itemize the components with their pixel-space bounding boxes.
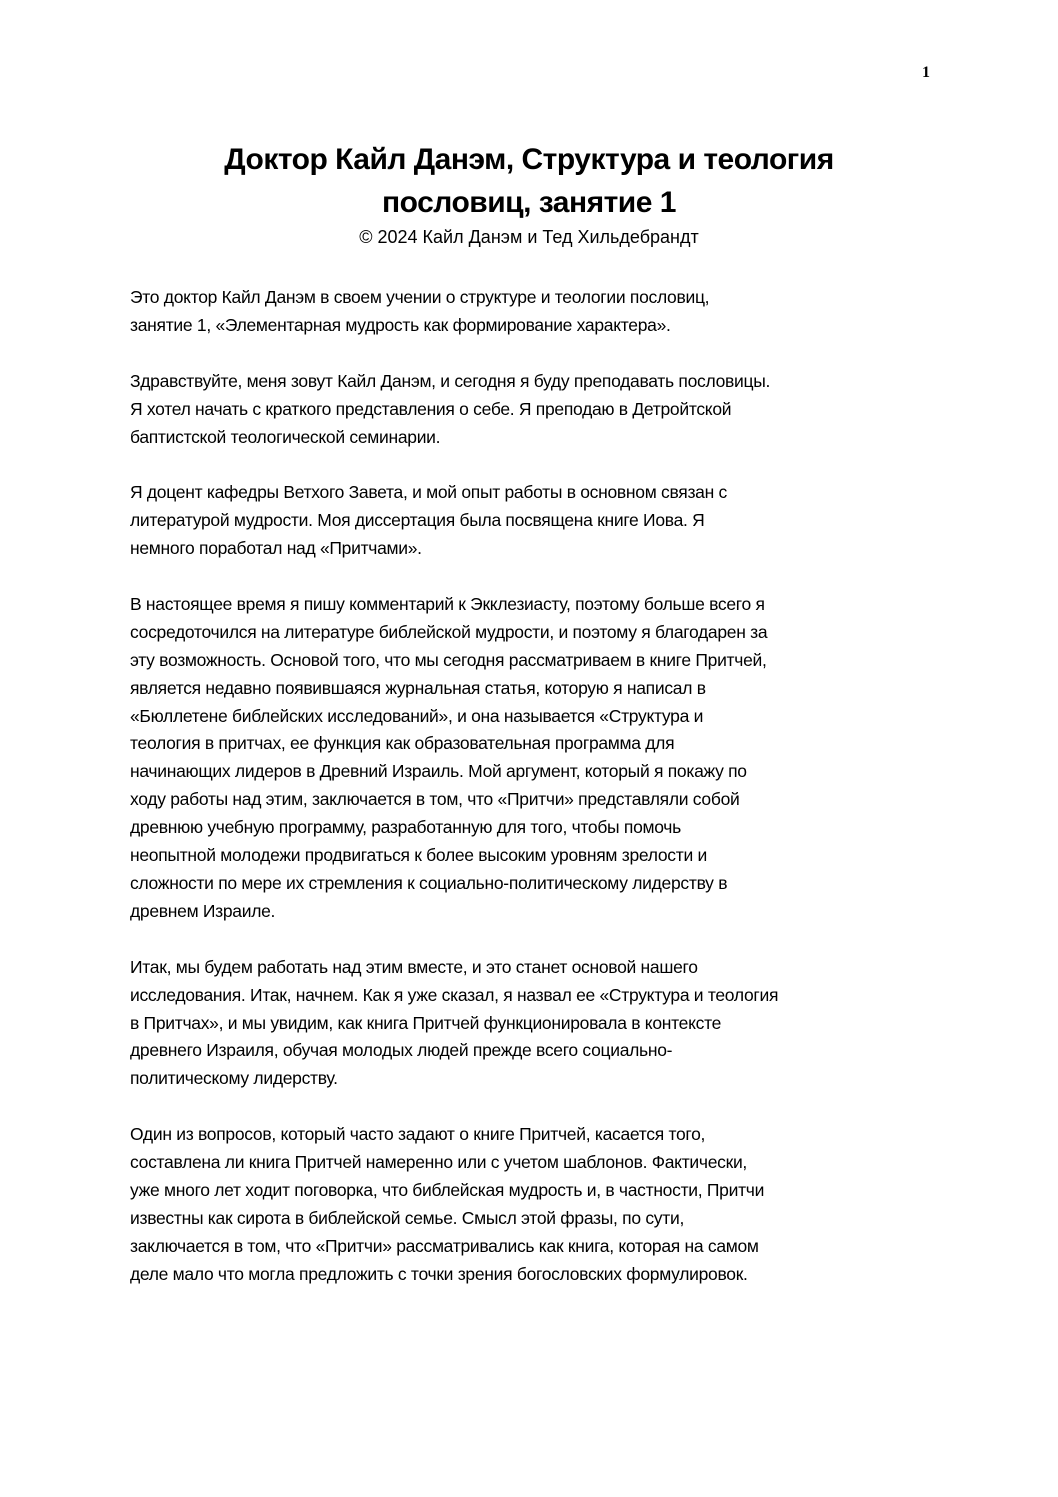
- paragraph-line: в Притчах», и мы увидим, как книга Притчей функционировала в контексте: [130, 1012, 722, 1033]
- paragraph: [130, 954, 950, 1094]
- paragraph-line: древнего Израиля, обучая молодых людей прежде всего социально-: [130, 1040, 673, 1061]
- paragraph-line: политическому лидерству.: [130, 1068, 338, 1089]
- paragraph-line: эту возможность. Основой того, что мы сегодня рассматриваем в книге Притчей,: [130, 649, 767, 670]
- paragraph: [130, 284, 950, 340]
- paragraph-line: является недавно появившаяся журнальная статья, которую я написал в: [130, 677, 706, 698]
- paragraph-line: Здравствуйте, меня зовут Кайл Данэм, и сегодня я буду преподавать пословицы.: [130, 370, 771, 391]
- paragraph-line: составлена ли книга Притчей намеренно или с учетом шаблонов. Фактически,: [130, 1152, 747, 1173]
- paragraph-line: Я доцент кафедры Ветхого Завета, и мой опыт работы в основном связан с: [130, 482, 727, 503]
- paragraph-line: заключается в том, что «Притчи» рассматривались как книга, которая на самом: [130, 1235, 759, 1256]
- title-line: пословиц, занятие 1: [382, 186, 676, 219]
- paragraph-line: древнюю учебную программу, разработанную для того, чтобы помочь: [130, 817, 681, 838]
- paragraph-line: исследования. Итак, начнем. Как я уже сказал, я назвал ее «Структура и теология: [130, 984, 779, 1005]
- paragraph-line: литературой мудрости. Моя диссертация была посвящена книге Иова. Я: [130, 510, 705, 531]
- paragraph-line: начинающих лидеров в Древний Израиль. Мой аргумент, который я покажу по: [130, 761, 747, 782]
- paragraph-line: Итак, мы будем работать над этим вместе, и это станет основой нашего: [130, 956, 698, 977]
- paragraph-line: баптистской теологической семинарии.: [130, 426, 441, 447]
- paragraph-line: Я хотел начать с краткого представления о себе. Я преподаю в Детройтской: [130, 398, 732, 419]
- paragraph-line: сложности по мере их стремления к социально-политическому лидерству в: [130, 872, 728, 893]
- paragraph-line: ходу работы над этим, заключается в том, что «Притчи» представляли собой: [130, 789, 740, 810]
- paragraph-line: теология в притчах, ее функция как образовательная программа для: [130, 733, 675, 754]
- title-line: Доктор Кайл Данэм, Структура и теология: [224, 143, 834, 176]
- paragraph: [130, 1121, 950, 1288]
- paragraph-line: Это доктор Кайл Данэм в своем учении о структуре и теологии пословиц,: [130, 287, 710, 307]
- paragraph-line: неопытной молодежи продвигаться к более высоким уровням зрелости и: [130, 845, 707, 866]
- paragraph: [130, 591, 950, 926]
- paragraph: [130, 368, 950, 452]
- paragraph-line: Один из вопросов, который часто задают о книге Притчей, касается того,: [130, 1124, 706, 1145]
- document-body: [130, 284, 950, 1316]
- paragraph-line: древнем Израиле.: [130, 900, 276, 921]
- document-title: [0, 138, 1058, 224]
- paragraph-line: деле мало что могла предложить с точки зрения богословских формулировок.: [130, 1263, 748, 1284]
- paragraph-line: уже много лет ходит поговорка, что библейская мудрость и, в частности, Притчи: [130, 1179, 765, 1200]
- paragraph: [130, 479, 950, 563]
- page-number: 1: [922, 64, 930, 81]
- copyright-line: © 2024 Кайл Данэм и Тед Хильдебрандт: [359, 227, 699, 247]
- paragraph-line: немного поработал над «Притчами».: [130, 538, 422, 559]
- paragraph-line: занятие 1, «Элементарная мудрость как формирование характера».: [130, 314, 671, 335]
- paragraph-line: «Бюллетене библейских исследований», и она называется «Структура и: [130, 705, 704, 726]
- paragraph-line: В настоящее время я пишу комментарий к Экклезиасту, поэтому больше всего я: [130, 593, 765, 614]
- paragraph-line: сосредоточился на литературе библейской мудрости, и поэтому я благодарен за: [130, 621, 768, 642]
- paragraph-line: известны как сирота в библейской семье. Смысл этой фразы, по сути,: [130, 1207, 685, 1228]
